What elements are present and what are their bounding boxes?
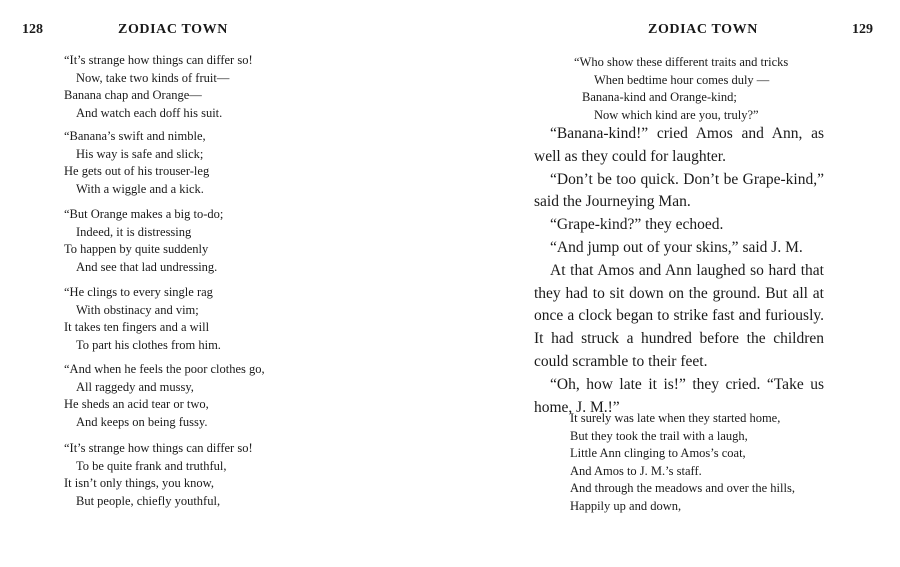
poem-line: To happen by quite suddenly	[64, 242, 209, 257]
poem-line: But people, chiefly youthful,	[76, 493, 221, 508]
poem-line: To part his clothes from him.	[76, 337, 221, 352]
poem-line: With obstinacy and vim;	[76, 302, 199, 317]
poem-line: It isn’t only things, you know,	[64, 476, 215, 491]
poem-stanza-7	[574, 54, 788, 124]
poem-line: Banana-kind and Orange-kind;	[582, 90, 737, 105]
poem-line: “It’s strange how things can differ so!	[64, 441, 253, 455]
poem-stanza-1	[64, 52, 253, 122]
poem-line: It surely was late when they started home,	[570, 411, 781, 425]
poem-line: When bedtime hour comes duly —	[594, 72, 770, 87]
poem-line: His way is safe and slick;	[76, 146, 204, 161]
poem-stanza-2	[64, 128, 209, 198]
poem-line: And Amos to J. M.’s staff.	[570, 463, 702, 478]
closing-verse	[570, 410, 795, 516]
poem-stanza-6	[64, 440, 253, 510]
poem-line: “He clings to every single rag	[64, 285, 213, 299]
poem-stanza-3	[64, 206, 223, 276]
running-head-left: ZODIAC TOWN	[118, 22, 228, 37]
poem-line: And through the meadows and over the hills,	[570, 481, 795, 496]
poem-line: All raggedy and mussy,	[76, 379, 194, 394]
poem-stanza-5	[64, 361, 265, 431]
poem-line: Now, take two kinds of fruit—	[76, 70, 230, 85]
poem-line: “But Orange makes a big to-do;	[64, 207, 224, 221]
poem-stanza-4	[64, 284, 221, 354]
poem-line: “Who show these different traits and tricks	[574, 55, 789, 69]
poem-line: And watch each doff his suit.	[76, 105, 223, 120]
poem-line: “Banana’s swift and nimble,	[64, 129, 206, 143]
poem-line: And keeps on being fussy.	[76, 414, 208, 429]
poem-line: He sheds an acid tear or two,	[64, 397, 209, 412]
poem-line: Banana chap and Orange—	[64, 88, 202, 103]
paragraph: “Banana-kind!” cried Amos and Ann, as well as they could for laughter.	[534, 125, 824, 165]
poem-line: “And when he feels the poor clothes go,	[64, 362, 265, 376]
poem-line: And see that lad undressing.	[76, 259, 218, 274]
paragraph: At that Amos and Ann laughed so hard that they had to sit down on the ground. But all at once a clock began to strike fast and furiously. It had struck a hundred before the children could scramble to their feet.	[534, 261, 824, 370]
poem-line: With a wiggle and a kick.	[76, 181, 204, 196]
paragraph: “Don’t be too quick. Don’t be Grape-kind,” said the Journeying Man.	[534, 170, 824, 211]
paragraph: “Oh, how late it is!” they cried. “Take us home, J. M.!”	[534, 375, 824, 416]
right-page	[450, 0, 900, 567]
page-number-left: 128	[22, 22, 43, 37]
paragraph: “And jump out of your skins,” said J. M.	[550, 238, 803, 256]
poem-line: “It’s strange how things can differ so!	[64, 53, 253, 67]
poem-line: But they took the trail with a laugh,	[570, 428, 748, 443]
poem-line: Now which kind are you, truly?”	[594, 107, 759, 122]
poem-line: Happily up and down,	[570, 498, 682, 513]
prose-body	[534, 123, 824, 419]
running-head-right: ZODIAC TOWN	[648, 22, 758, 37]
page-number-right: 129	[852, 22, 873, 37]
poem-line: Little Ann clinging to Amos’s coat,	[570, 446, 746, 461]
poem-line: Indeed, it is distressing	[76, 224, 192, 239]
paragraph: “Grape-kind?” they echoed.	[550, 216, 724, 234]
poem-line: To be quite frank and truthful,	[76, 458, 227, 473]
poem-line: It takes ten fingers and a will	[64, 320, 210, 335]
poem-line: He gets out of his trouser-leg	[64, 164, 210, 179]
